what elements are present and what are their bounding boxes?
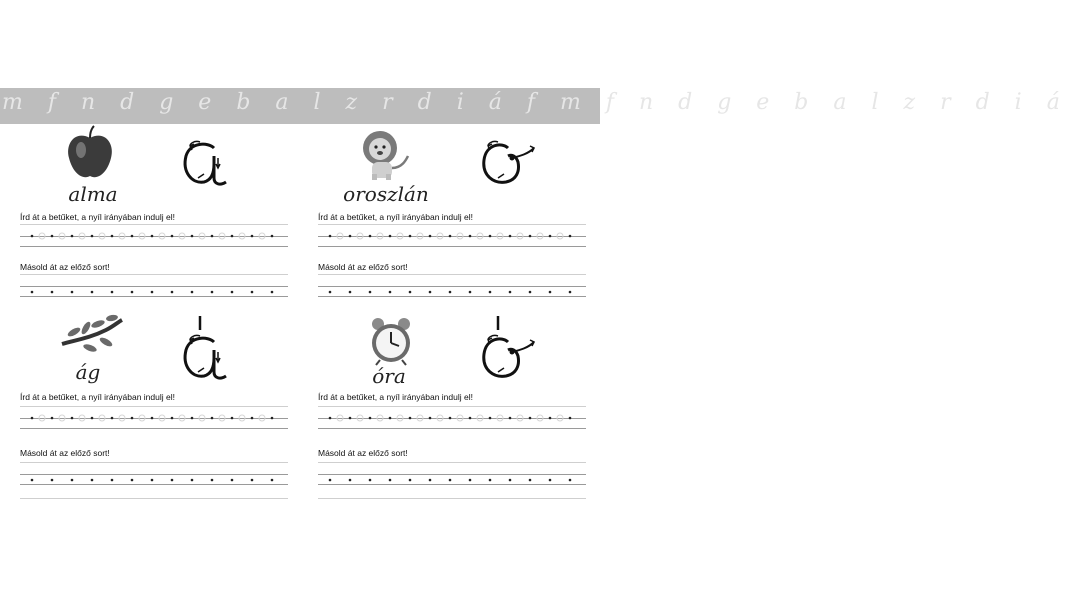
copy-dots-2	[28, 476, 284, 484]
trace-dots-4	[326, 414, 582, 422]
trace-dots-2	[28, 414, 284, 422]
branch-picture	[60, 314, 124, 358]
trace-instruction: Írd át a betűket, a nyíl irányában indulj el!	[20, 212, 175, 222]
copy-instruction-4: Másold át az előző sort!	[318, 448, 408, 458]
word-alma: alma	[68, 182, 118, 206]
trace-dots	[28, 232, 284, 240]
copy-instruction-3: Másold át az előző sort!	[318, 262, 408, 272]
banner-letters: m f n d g e b a l z r d i á f m f n d g e b a l z r d i á	[2, 90, 1069, 115]
section-ora	[318, 314, 586, 504]
section-ag	[20, 314, 288, 504]
alarm-clock-picture	[366, 316, 416, 366]
letter-banner	[0, 88, 1069, 124]
copy-dots	[28, 288, 284, 296]
trace-instruction-2: Írd át a betűket, a nyíl irányában indulj el!	[20, 392, 175, 402]
trace-dots-3	[326, 232, 582, 240]
section-oroszlan	[318, 124, 586, 314]
word-ag: ág	[75, 360, 101, 384]
word-ora: óra	[372, 364, 406, 388]
copy-dots-3	[326, 288, 582, 296]
lion-picture	[358, 128, 412, 182]
letter-o-tracing	[476, 134, 542, 196]
section-alma	[20, 124, 288, 314]
apple-picture	[65, 126, 115, 182]
letter-a-tracing-2	[178, 314, 240, 390]
copy-dots-4	[326, 476, 582, 484]
copy-instruction: Másold át az előző sort!	[20, 262, 110, 272]
word-oroszlan: oroszlán	[343, 182, 429, 206]
trace-instruction-4: Írd át a betűket, a nyíl irányában indulj el!	[318, 392, 473, 402]
letter-a-tracing	[178, 134, 240, 196]
trace-instruction-3: Írd át a betűket, a nyíl irányában indulj el!	[318, 212, 473, 222]
letter-o-tracing-2	[476, 314, 542, 390]
copy-instruction-2: Másold át az előző sort!	[20, 448, 110, 458]
